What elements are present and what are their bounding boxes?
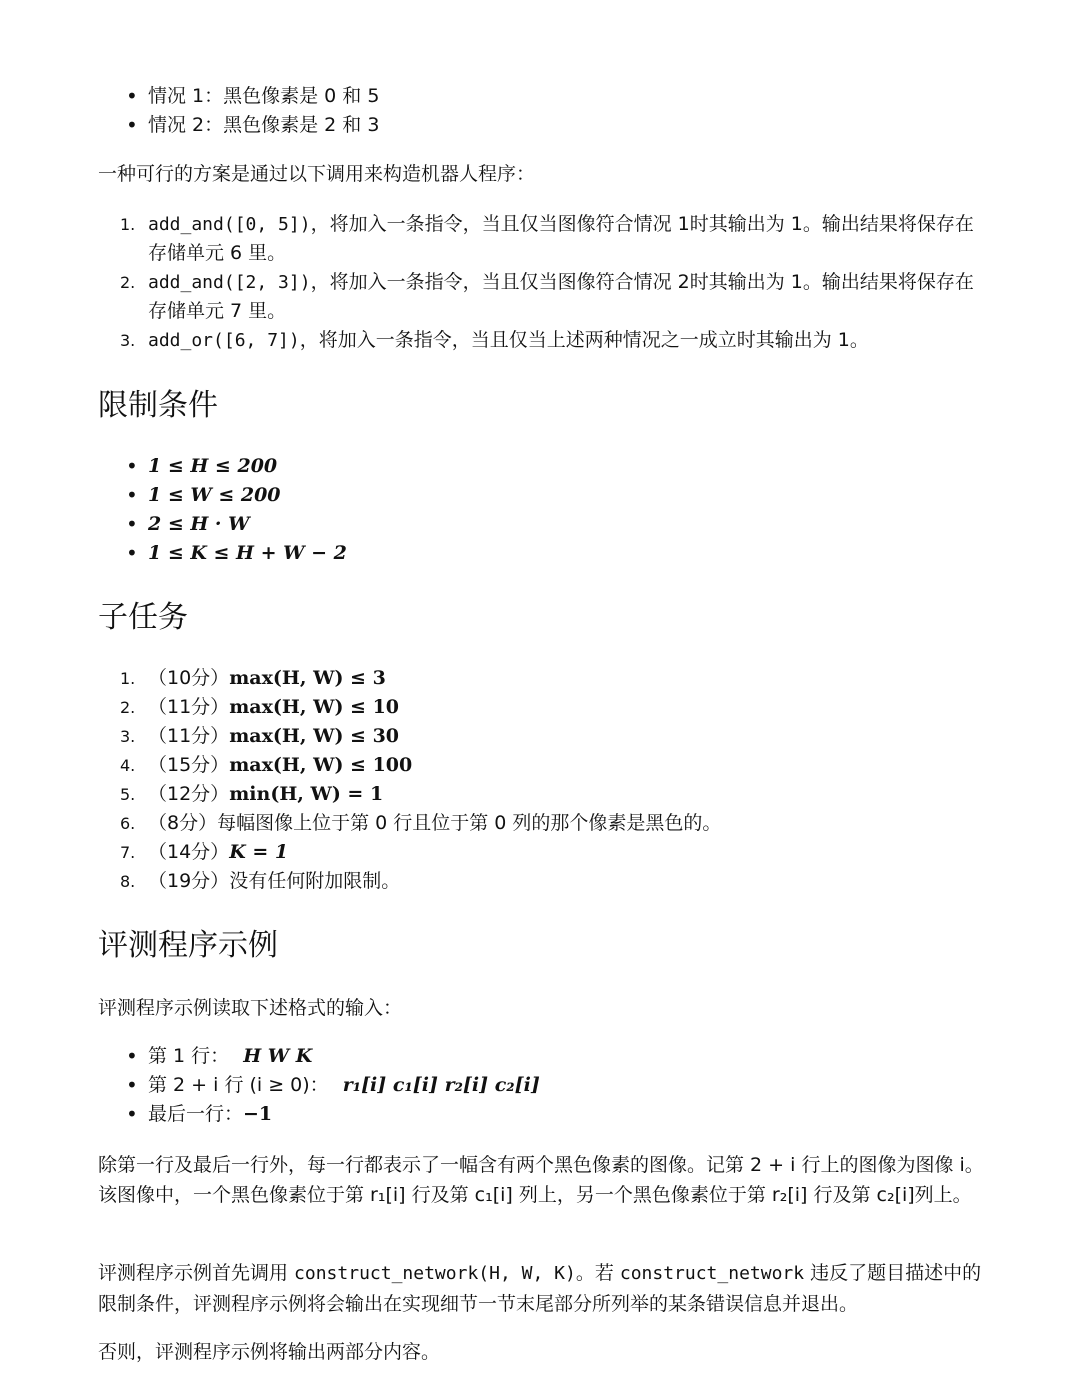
case-list [98, 82, 379, 140]
subtask-score: （11分） [148, 696, 230, 718]
constraint-item [98, 481, 347, 510]
subtask-desc: max(H, W) ≤ 3 [229, 667, 386, 689]
case-item [98, 111, 379, 140]
subtask-item [98, 838, 984, 867]
constraint-item [98, 539, 347, 568]
constraint-formula: 1 ≤ H ≤ 200 [148, 455, 278, 477]
input-line-value: H W K [243, 1045, 313, 1067]
subtask-item [98, 693, 984, 722]
subtask-number: 2. [120, 698, 136, 717]
input-line [98, 1100, 540, 1129]
step-number: 2. [120, 273, 136, 292]
constraints-heading: 限制条件 [98, 388, 218, 423]
subtask-desc: 每幅图像上位于第 0 行且位于第 0 列的那个像素是黑色的。 [217, 812, 722, 834]
call-text: 。若 [575, 1262, 620, 1284]
case-text: 情况 1：黑色像素是 0 和 5 [148, 85, 380, 107]
construct-intro: 一种可行的方案是通过以下调用来构造机器人程序： [98, 163, 536, 185]
subtask-score: （12分） [148, 783, 230, 805]
step-list [98, 210, 984, 355]
subtask-number: 8. [120, 872, 136, 891]
subtask-score: （11分） [148, 725, 230, 747]
input-line-value: r₁[i] c₁[i] r₂[i] c₂[i] [342, 1074, 540, 1096]
constraint-formula: 1 ≤ W ≤ 200 [148, 484, 281, 506]
step-item [98, 326, 984, 355]
step-code: add_and([2, 3]) [148, 272, 311, 293]
step-number: 3. [120, 331, 136, 350]
case-text: 情况 2：黑色像素是 2 和 3 [148, 114, 380, 136]
subtask-score: （19分） [148, 870, 230, 892]
call-code: construct_network(H, W, K) [294, 1263, 576, 1284]
subtask-desc: K = 1 [229, 841, 289, 863]
constraint-item [98, 452, 347, 481]
constraint-formula: 1 ≤ K ≤ H + W − 2 [148, 542, 347, 564]
subtask-desc: 没有任何附加限制。 [229, 870, 401, 892]
input-line-label: 第 2 + i 行 (i ≥ 0)： [148, 1074, 329, 1096]
call-code: construct_network [619, 1263, 805, 1284]
subtask-number: 1. [120, 669, 136, 688]
step-item [98, 268, 984, 326]
grader-call-paragraph [98, 1258, 984, 1319]
case-item [98, 82, 379, 111]
input-line-label: 第 1 行： [148, 1045, 230, 1067]
subtask-number: 5. [120, 785, 136, 804]
call-text: 评测程序示例首先调用 [98, 1262, 295, 1284]
step-text: ，将加入一条指令，当且仅当上述两种情况之一成立时其输出为 1。 [299, 329, 869, 351]
step-text: ，将加入一条指令，当且仅当图像符合情况 2时其输出为 1。输出结果将保存在存储单元 7 里。 [148, 271, 974, 322]
subtask-desc: max(H, W) ≤ 10 [229, 696, 400, 718]
subtask-score: （15分） [148, 754, 230, 776]
grader-heading: 评测程序示例 [98, 928, 278, 963]
input-line-value: −1 [243, 1103, 273, 1125]
subtask-list [98, 664, 984, 896]
subtask-item [98, 664, 984, 693]
image-description-paragraph: 除第一行及最后一行外，每一行都表示了一幅含有两个黑色像素的图像。记第 2 + i 行上的图像为图像 i。该图像中，一个黑色像素位于第 r₁[i] 行及第 c₁[i] 列上，另一个黑色像素位于第 r₂[i] 行及第 c₂[i]列上。 [98, 1154, 984, 1206]
input-line [98, 1042, 540, 1071]
step-item [98, 210, 984, 268]
subtask-number: 3. [120, 727, 136, 746]
constraint-item [98, 510, 347, 539]
subtask-item [98, 780, 984, 809]
subtask-item [98, 722, 984, 751]
step-code: add_and([0, 5]) [148, 214, 311, 235]
subtask-desc: min(H, W) = 1 [229, 783, 384, 805]
subtask-desc: max(H, W) ≤ 100 [229, 754, 413, 776]
subtask-item [98, 809, 984, 838]
call-text: 违反了题目描述中的限制条件，评测程序示例将会输出在实现细节一节末尾部分所列举的某条错误信息并退出。 [98, 1262, 982, 1315]
output-paragraph: 否则，评测程序示例将输出两部分内容。 [98, 1341, 441, 1363]
subtask-desc: max(H, W) ≤ 30 [229, 725, 400, 747]
subtask-number: 7. [120, 843, 136, 862]
subtask-item [98, 751, 984, 780]
subtask-score: （14分） [148, 841, 230, 863]
subtask-item [98, 867, 984, 896]
subtasks-heading: 子任务 [98, 600, 188, 635]
subtask-number: 4. [120, 756, 136, 775]
step-code: add_or([6, 7]) [148, 330, 300, 351]
step-number: 1. [120, 215, 136, 234]
step-text: ，将加入一条指令，当且仅当图像符合情况 1时其输出为 1。输出结果将保存在存储单元 6 里。 [148, 213, 974, 264]
input-format-list [98, 1042, 540, 1129]
constraint-formula: 2 ≤ H · W [148, 513, 250, 535]
subtask-score: （10分） [148, 667, 230, 689]
grader-intro: 评测程序示例读取下述格式的输入： [98, 997, 403, 1019]
subtask-number: 6. [120, 814, 136, 833]
input-line-label: 最后一行： [148, 1103, 244, 1125]
input-line [98, 1071, 540, 1100]
constraint-list [98, 452, 347, 568]
subtask-score: （8分） [148, 812, 218, 834]
